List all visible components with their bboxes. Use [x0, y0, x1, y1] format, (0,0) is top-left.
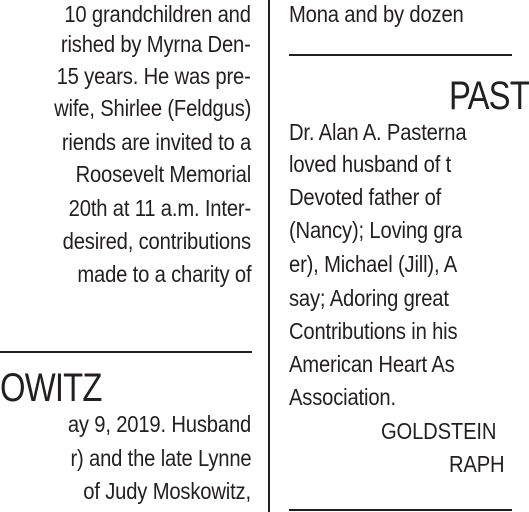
column-divider: [268, 0, 270, 512]
body-line: 10 grandchildren and: [64, 1, 251, 27]
body-line: wife, Shirlee (Feldgus): [53, 95, 251, 121]
funeral-home-line: GOLDSTEIN: [381, 418, 497, 444]
right-column: [289, 0, 529, 512]
body-line: of Judy Moskowitz,: [83, 478, 251, 504]
body-line: r) and the late Lynne: [69, 445, 251, 471]
body-line: Contributions in his: [289, 318, 458, 344]
body-line: (Nancy); Loving gra: [289, 217, 463, 243]
section-rule: [0, 351, 252, 353]
body-line: Mona and by dozen: [289, 1, 464, 27]
left-column: [0, 0, 254, 512]
body-line: rished by Myrna Den-: [61, 31, 251, 57]
body-line: desired, contributions: [62, 228, 251, 254]
body-line: Roosevelt Memorial: [75, 161, 251, 187]
body-line: 20th at 11 a.m. Inter-: [68, 195, 251, 221]
body-line: riends are invited to a: [61, 129, 251, 155]
obituary-heading: PAST: [449, 74, 529, 118]
body-line: loved husband of t: [289, 151, 452, 177]
body-line: er), Michael (Jill), A: [289, 251, 458, 277]
body-line: ay 9, 2019. Husband: [67, 411, 251, 437]
body-line: Dr. Alan A. Pasterna: [289, 119, 467, 145]
body-line: Devoted father of: [289, 184, 442, 210]
body-line: say; Adoring great: [289, 285, 449, 311]
body-line: 15 years. He was pre-: [56, 63, 251, 89]
body-line: American Heart As: [289, 351, 455, 377]
section-rule: [289, 509, 512, 511]
body-line: made to a charity of: [76, 261, 251, 287]
body-line: Association.: [289, 384, 396, 410]
section-rule: [289, 54, 512, 56]
funeral-home-line: RAPH: [449, 451, 505, 477]
obituary-heading: OWITZ: [0, 366, 102, 410]
